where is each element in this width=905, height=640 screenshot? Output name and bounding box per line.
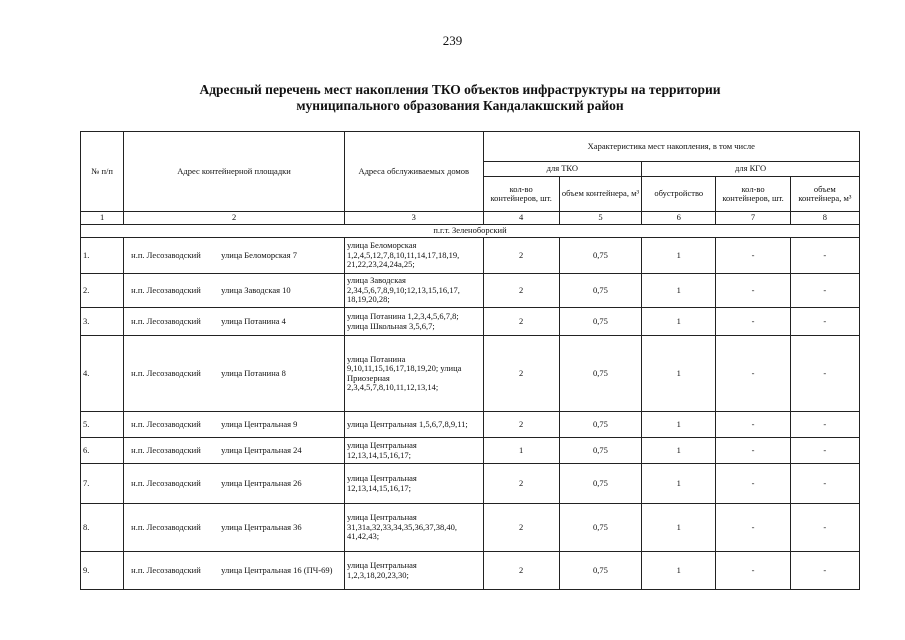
container-site-address [124, 464, 345, 504]
table-row [81, 504, 860, 552]
kgo-equipment: 1 [642, 336, 716, 412]
col-number: 5 [559, 212, 641, 225]
header-tko-count: кол-во контейнеров, шт. [483, 177, 559, 212]
kgo-container-count: - [716, 504, 790, 552]
tko-container-count: 1 [483, 438, 559, 464]
container-site-address [124, 308, 345, 336]
kgo-equipment: 1 [642, 238, 716, 274]
row-number: 1. [81, 238, 124, 274]
header-kgo-volume: объем контейнера, м³ [790, 177, 859, 212]
kgo-equipment: 1 [642, 438, 716, 464]
street-address: улица Заводская 10 [221, 284, 291, 295]
tko-container-volume: 0,75 [559, 438, 641, 464]
street-address: улица Центральная 9 [221, 418, 298, 429]
kgo-container-volume: - [790, 336, 859, 412]
kgo-container-count: - [716, 336, 790, 412]
table-row [81, 308, 860, 336]
street-address: улица Потанина 4 [221, 315, 286, 326]
title-line-1: Адресный перечень мест накопления ТКО объектов инфраструктуры на территории [199, 82, 721, 97]
kgo-container-volume: - [790, 412, 859, 438]
settlement-name: н.п. Лесозаводский [131, 315, 201, 326]
table-row [81, 464, 860, 504]
header-kgo: для КГО [642, 162, 860, 177]
kgo-container-volume: - [790, 464, 859, 504]
container-site-address [124, 438, 345, 464]
header-served: Адреса обслуживаемых домов [345, 132, 484, 212]
served-houses: улица Центральная 1,2,3,18,20,23,30; [345, 552, 484, 590]
row-number: 7. [81, 464, 124, 504]
street-address: улица Центральная 36 [221, 521, 302, 532]
street-address: улица Потанина 8 [221, 367, 286, 378]
container-site-address [124, 412, 345, 438]
table-row [81, 438, 860, 464]
container-site-address [124, 336, 345, 412]
col-number: 2 [124, 212, 345, 225]
kgo-container-count: - [716, 238, 790, 274]
tko-container-count: 2 [483, 464, 559, 504]
header-kgo-count: кол-во контейнеров, шт. [716, 177, 790, 212]
container-site-address [124, 504, 345, 552]
table-row [81, 412, 860, 438]
col-number: 3 [345, 212, 484, 225]
settlement-name: н.п. Лесозаводский [131, 249, 201, 260]
title-line-2: муниципального образования Кандалакшский район [296, 98, 624, 113]
kgo-container-count: - [716, 412, 790, 438]
tko-container-volume: 0,75 [559, 336, 641, 412]
table-row [81, 336, 860, 412]
section-title: п.г.т. Зеленоборский [81, 225, 860, 238]
street-address: улица Центральная 16 (ПЧ-69) [221, 564, 333, 575]
tko-container-volume: 0,75 [559, 552, 641, 590]
kgo-container-volume: - [790, 504, 859, 552]
table-row [81, 238, 860, 274]
row-number: 2. [81, 274, 124, 308]
kgo-container-volume: - [790, 274, 859, 308]
settlement-name: н.п. Лесозаводский [131, 418, 201, 429]
served-houses: улица Потанина 1,2,3,4,5,6,7,8; улица Школьная 3,5,6,7; [345, 308, 484, 336]
kgo-equipment: 1 [642, 274, 716, 308]
settlement-name: н.п. Лесозаводский [131, 284, 201, 295]
served-houses: улица Потанина 9,10,11,15,16,17,18,19,20; улица Приозерная 2,3,4,5,7,8,10,11,12,13,14; [345, 336, 484, 412]
col-number: 7 [716, 212, 790, 225]
header-tko: для ТКО [483, 162, 642, 177]
street-address: улица Центральная 24 [221, 444, 302, 455]
col-number: 4 [483, 212, 559, 225]
container-site-address [124, 552, 345, 590]
kgo-equipment: 1 [642, 464, 716, 504]
settlement-name: н.п. Лесозаводский [131, 367, 201, 378]
kgo-equipment: 1 [642, 412, 716, 438]
tko-container-count: 2 [483, 336, 559, 412]
tko-container-volume: 0,75 [559, 238, 641, 274]
tko-container-count: 2 [483, 308, 559, 336]
settlement-name: н.п. Лесозаводский [131, 521, 201, 532]
settlement-name: н.п. Лесозаводский [131, 444, 201, 455]
tko-container-count: 2 [483, 238, 559, 274]
kgo-container-count: - [716, 464, 790, 504]
table-row [81, 274, 860, 308]
tko-container-volume: 0,75 [559, 308, 641, 336]
served-houses: улица Заводская 2,34,5,6,7,8,9,10;12,13,15,16,17, 18,19,20,28; [345, 274, 484, 308]
table-row [81, 552, 860, 590]
kgo-equipment: 1 [642, 504, 716, 552]
kgo-container-volume: - [790, 238, 859, 274]
tko-container-count: 2 [483, 412, 559, 438]
col-number: 8 [790, 212, 859, 225]
kgo-equipment: 1 [642, 552, 716, 590]
tko-container-count: 2 [483, 274, 559, 308]
street-address: улица Центральная 26 [221, 477, 302, 488]
kgo-container-count: - [716, 438, 790, 464]
served-houses: улица Центральная 31,31а,32,33,34,35,36,37,38,40, 41,42,43; [345, 504, 484, 552]
served-houses: улица Центральная 12,13,14,15,16,17; [345, 438, 484, 464]
table-header [81, 132, 860, 238]
kgo-container-count: - [716, 552, 790, 590]
table-body [81, 238, 860, 590]
served-houses: улица Центральная 1,5,6,7,8,9,11; [345, 412, 484, 438]
tko-container-volume: 0,75 [559, 504, 641, 552]
settlement-name: н.п. Лесозаводский [131, 477, 201, 488]
header-num: № п/п [81, 132, 124, 212]
col-number: 6 [642, 212, 716, 225]
tko-container-count: 2 [483, 552, 559, 590]
row-number: 9. [81, 552, 124, 590]
container-site-address [124, 274, 345, 308]
kgo-container-volume: - [790, 552, 859, 590]
kgo-container-count: - [716, 274, 790, 308]
col-number: 1 [81, 212, 124, 225]
page-number: 239 [442, 33, 463, 48]
street-address: улица Беломорская 7 [221, 249, 297, 260]
tko-container-volume: 0,75 [559, 274, 641, 308]
row-number: 8. [81, 504, 124, 552]
header-address: Адрес контейнерной площадки [124, 132, 345, 212]
header-tko-volume: объем контейнера, м³ [559, 177, 641, 212]
tko-container-count: 2 [483, 504, 559, 552]
kgo-container-volume: - [790, 308, 859, 336]
kgo-equipment: 1 [642, 308, 716, 336]
row-number: 4. [81, 336, 124, 412]
kgo-container-volume: - [790, 438, 859, 464]
served-houses: улица Беломорская 1,2,4,5,12,7,8,10,11,14,17,18,19, 21,22,23,24,24а,25; [345, 238, 484, 274]
row-number: 5. [81, 412, 124, 438]
row-number: 6. [81, 438, 124, 464]
settlement-name: н.п. Лесозаводский [131, 564, 201, 575]
tko-container-volume: 0,75 [559, 464, 641, 504]
served-houses: улица Центральная 12,13,14,15,16,17; [345, 464, 484, 504]
container-site-address [124, 238, 345, 274]
header-kgo-equipment: обустройство [642, 177, 716, 212]
kgo-container-count: - [716, 308, 790, 336]
row-number: 3. [81, 308, 124, 336]
tko-container-volume: 0,75 [559, 412, 641, 438]
containers-table [80, 131, 860, 590]
header-characteristics: Характеристика мест накопления, в том числе [483, 132, 859, 162]
document-title [140, 82, 780, 114]
